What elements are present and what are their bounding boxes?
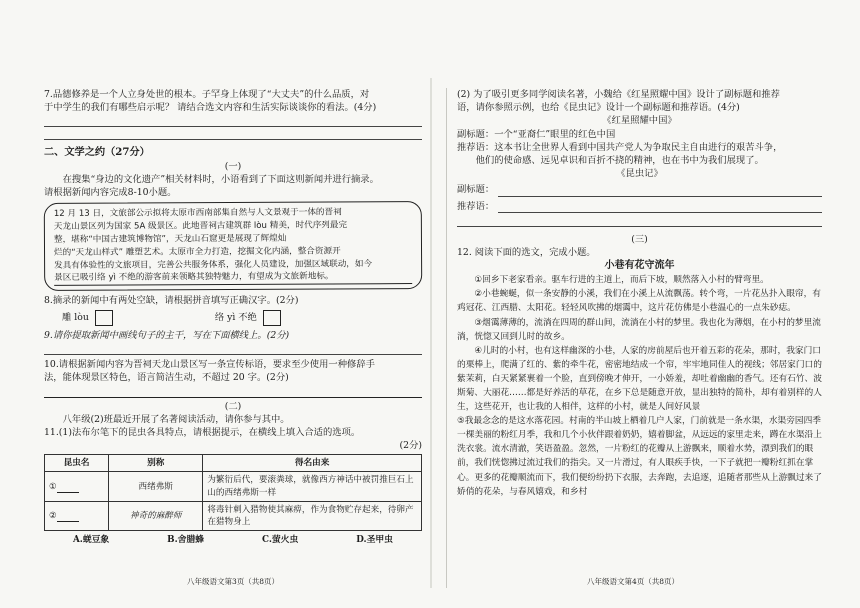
example-recommend-1: 推荐语：这本书让全世界人看到中国共产党人为争取民主自由进行的艰苦斗争， [457,141,783,153]
recommend-label: 推荐语： [457,200,495,212]
passage-paragraph: ②小巷蜿蜒，似一条安静的小溪，我们在小溪上从流飘荡。转个弯，一片花丛扑入眼帘，有鸡冠花、江西腊、太阳花。轻轻风吹拂的烟霭中，这片花仿佛是小巷温心的一点朱砂痣。 [457,289,821,314]
option-c[interactable]: C.萤火虫 [261,535,299,546]
example-book-title: 《红星照耀中国》 [602,115,677,127]
answer-line[interactable] [44,344,422,355]
q8-a-label: 雕 lòu [62,312,89,324]
kunchong-title: 《昆虫记》 [616,168,663,180]
q11-line1: 11.(1)法布尔笔下的昆虫各具特点，请根据提示，在横线上填入合适的选项。 [44,426,361,438]
example-subtitle: 副标题：一个“亚裔仁”眼里的红色中国 [457,128,616,140]
insect-blank-cell[interactable]: ② [45,501,109,530]
passage-paragraph: ③烟霭薄薄的，流淌在四周的群山间，流淌在小村的梦里。我也化为薄烟，在小村的梦里流淌，恍惚又回到儿时的故乡。 [457,317,821,342]
table-header: 得名由来 [203,455,422,472]
right-page [446,88,822,588]
page-gutter [430,78,432,588]
q10-line1: 10.请根据新闻内容为晋祠天龙山景区写一条宣传标语，要求至少使用一种修辞手 [44,359,375,371]
q11-score: (2分) [399,440,422,452]
q7-line2: 于中学生的我们有哪些启示呢？ 请结合选文内容和生活实际谈谈你的看法。(4分) [44,102,377,114]
q12-prompt: 12. 阅读下面的选文，完成小题。 [457,246,596,258]
example-recommend-2: 他们的使命感、远见卓识和百折不挠的精神，也在书中为我们展现了。 [475,154,764,166]
news-line: 天龙山景区列为国家 5A 级景区。此地晋祠古建筑群 lòu 精美，时代序列最完 [53,220,348,233]
part-heading: (二) [224,400,242,412]
passage-title: 小巷有花守流年 [604,260,675,272]
answer-line[interactable] [457,216,822,227]
origin-cell: 将毒针刺入猎物使其麻痹，作为食物贮存起来，待卵产在猎物身上 [203,501,422,530]
news-line: 整，堪称“中国古建筑博物馆”，天龙山石窟更是展现了辉煌灿 [53,233,287,246]
fill-blank[interactable] [57,483,79,493]
q7-line1: 7.品德修养是一个人立身处世的根本。子罕身上体现了“大丈夫”的什么品质，对 [44,89,370,100]
answer-options [44,534,422,546]
recommend-answer-line[interactable] [498,203,822,213]
q11-2-line1: (2) 为了吸引更多同学阅读名著，小魏给《红星照耀中国》设计了副标题和推荐 [457,89,780,100]
table-row [45,472,422,501]
table-header: 昆虫名 [45,455,109,472]
q8-b-label: 络 yì 不绝 [214,312,257,324]
page-footer: 八年级语文第4页（共8页） [587,577,680,587]
answer-line[interactable] [44,129,422,140]
intro-text: 在搜集“身边的文化遗产”相关材料时，小语看到了下面这则新闻并进行摘录。 [62,174,379,186]
q8-fill-row [62,310,422,326]
answer-line[interactable] [44,116,422,127]
news-line: 烂的“天龙山样式” 雕塑艺术。太原市全力打造，挖掘文化内涵，整合资源开 [54,246,341,259]
subtitle-answer-line[interactable] [498,187,822,197]
q8-b-answer-box[interactable] [263,310,281,326]
alias-cell: 西绪弗斯 [109,472,203,501]
news-line: 发具有体验性的文旅项目，完善公共服务体系，强化人员建设，加强区域联动，如今 [54,259,373,271]
section-title: 二、文学之约（27分） [44,146,150,159]
table-row [45,501,422,530]
q9-prompt: 9.请你提取新闻中画线句子的主干，写在下面横线上。(2分) [44,329,290,341]
subtitle-label: 副标题： [457,184,495,196]
intro-text: 八年级(2)班最近开展了名著阅读活动，请你参与其中。 [62,413,290,425]
table-header: 别称 [109,455,203,472]
insect-table [44,454,422,531]
q8-a-answer-box[interactable] [95,310,113,326]
q8-prompt: 8.摘录的新闻中有两处空缺，请根据拼音填写正确汉字。(2分) [44,294,299,306]
passage-paragraph: ④儿时的小村，也有这样幽深的小巷，人家的房前屋后也开着五彩的花朵，那时，我家门口的栗棒上，爬满了红的、紫的牵牛花，密密地结成一个帘，牢牢地同佳人的视线；邻居家门口的紫茉莉，白天紧紧裹着一个脸，直到傍晚才伸开，一小娇羞，却吐着幽幽的香气。还有石竹、波斯菊、大丽花……都是好养活的草花，在乡下总是随意开放，显出独特的简朴，却有着别样的人生，这些花开，也让我的人相伴，这样的小村，就是人间好风景 [457,345,822,413]
option-d[interactable]: D.圣甲虫 [356,535,393,546]
news-line-underlined: 景区已吸引络 yì 不绝的游客前来领略其独特魅力，有望成为文旅新地标。 [54,271,412,287]
news-line: 12 月 13 日，文旅部公示拟将太原市西南部集自然与人文景观于一体的晋祠 [53,207,342,220]
insect-blank-cell[interactable]: ① [45,472,109,501]
option-a[interactable]: A.蜣豆象 [72,535,110,546]
q11-2-line2: 语，请你参照示例，也给《昆虫记》设计一个副标题和推荐语。(4分) [457,102,740,114]
option-b[interactable]: B.舍腊蜂 [167,535,205,546]
answer-line[interactable] [44,387,422,398]
part-heading: (三) [631,233,648,245]
left-page [44,88,422,588]
subtitle-answer-row [457,183,822,196]
alias-cell: 神奇的麻醉师 [109,501,203,530]
intro-text: 请根据新闻内容完成8-10小题。 [44,187,177,199]
recommend-answer-row [457,200,822,213]
q10-line2: 法，能体现景区特色，语言简洁生动，不超过 20 字。(2分) [44,372,289,384]
page-footer: 八年级语文第3页（共8页） [186,577,280,587]
part-heading: (一) [224,160,242,172]
passage-paragraph: ⑤我最念念的是这水落花园。村南的半山坡上栖着几户人家，门前就是一条水渠，水渠旁园四季一棵美丽的粉红月季，我和几个小伙伴跟着奶奶，嬉着脚盆，从远远的家里走来，蹲在水渠沿上洗衣裳。流水清澈，笑语盈盈。忽然，一片粉红的花瓣从上游飘来，顺着水势，漂到我们的眼前，我们恍惚拂过流过我们的指尖。又一片滑过，有人眼疾手快，一下子就把一瓣粉红抓在掌心。更多的花瓣顺流而下，我们便纷纷扔下衣服，去奔跑，去追逐，追随者那些从上游飘过来了娇俏的花朵，与春风嬉戏，和乡村 [457,416,822,497]
fill-blank[interactable] [57,512,79,522]
passage-paragraph: ①回乡下老家看亲。驱车行进的主道上，而后下坡，顺然落入小村的臂弯里。 [474,275,769,286]
news-excerpt-box [44,201,422,291]
origin-cell: 为繁衍后代，要滚粪球，就像西方神话中被罚推巨石上山的西绪弗斯一样 [203,472,422,501]
